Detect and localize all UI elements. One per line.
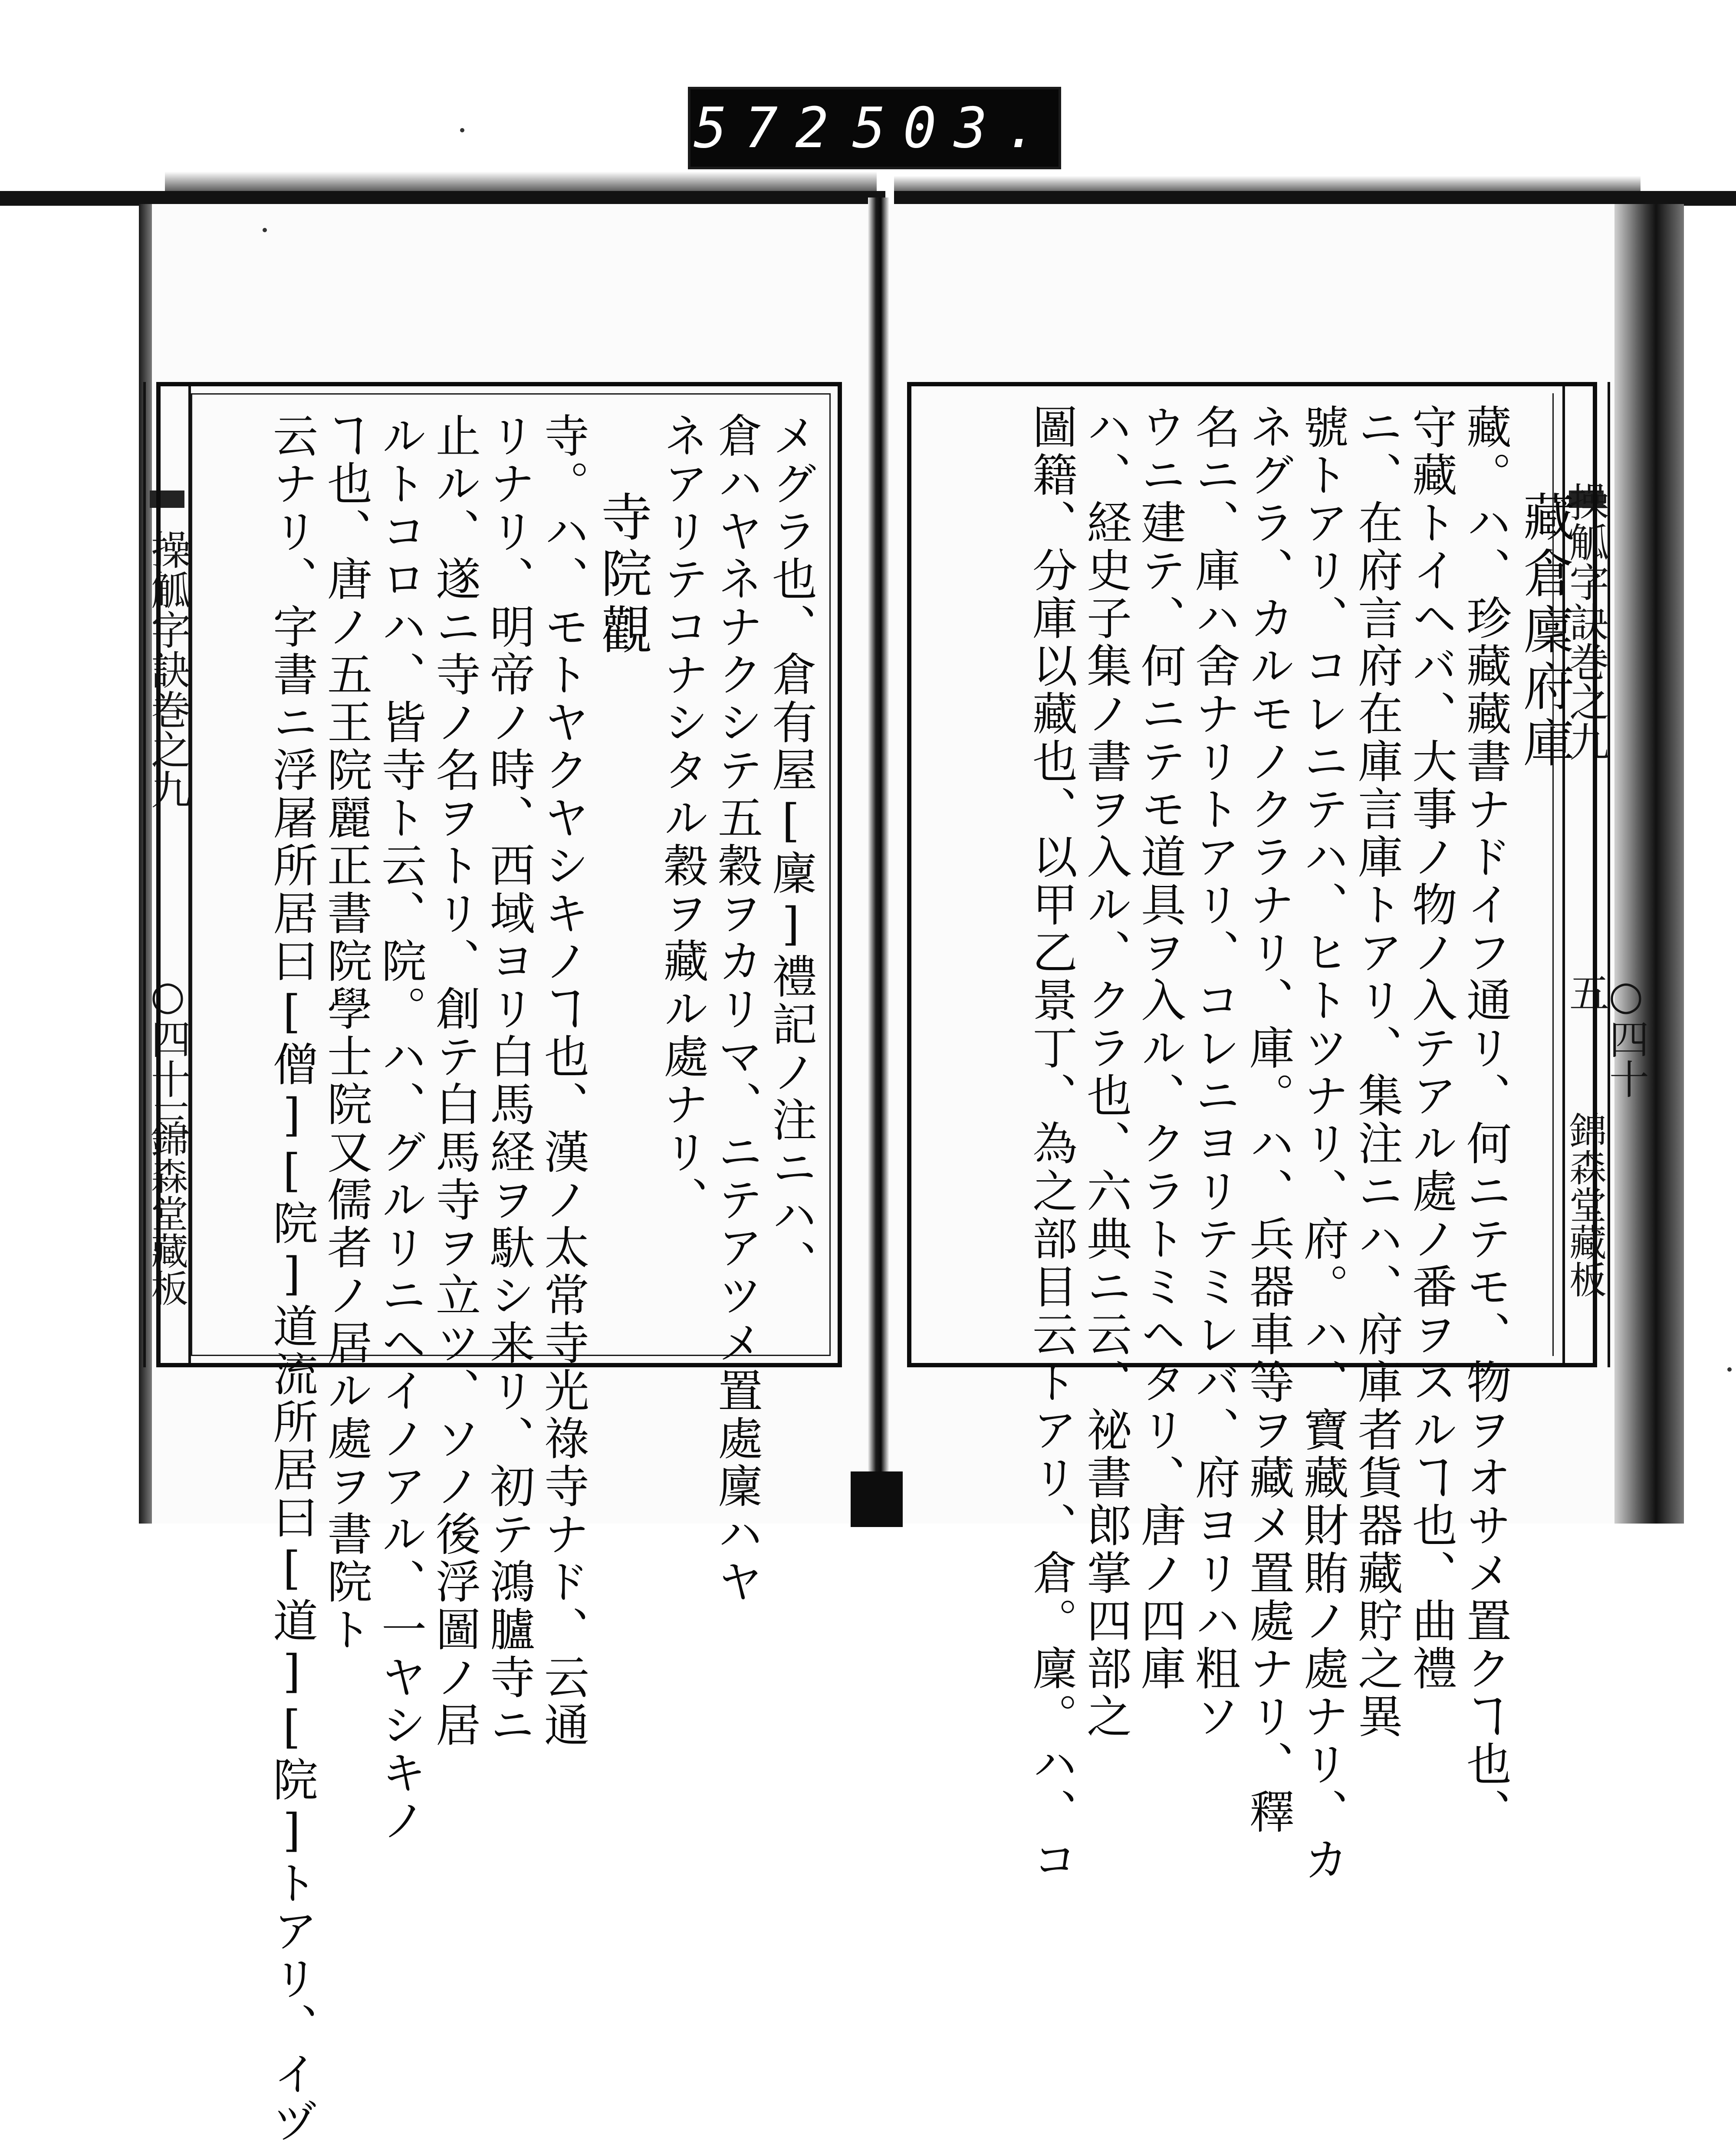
- right-text-column: ハ、経史子集ノ書ヲ入ル、クラ也、六典ニ云、祕書郎掌四部之: [1079, 404, 1132, 1741]
- left-text-column: 止ル、遂ニ寺ノ名ヲトリ、創テ白馬寺ヲ立ツ、ソノ後浮圖ノ居: [428, 412, 481, 1749]
- scan-speck: [263, 228, 267, 232]
- right-page-edge: [1614, 204, 1684, 1524]
- left-text-column: 云ナリ、字書ニ浮屠所居曰[僧][院]道流所居曰[道][院]トアリ、イヅ: [265, 412, 318, 2146]
- spine-block: [851, 1471, 903, 1527]
- right-section-heading: 藏倉廩府庫: [1515, 490, 1575, 773]
- film-frame-number-left: 572: [694, 95, 846, 161]
- right-text-column: 藏。ハ、珍藏藏書ナドイフ通リ、何ニテモ、物ヲオサメ置クヿ也、: [1459, 404, 1512, 1836]
- left-text-frame: [156, 382, 842, 2146]
- left-text-column: メグラ也、倉有屋[廩]禮記ノ注ニハ、: [764, 412, 817, 1287]
- right-text-column: ニ、在府言府在庫言庫トアリ、集注ニハ、府庫者貨器藏貯之異: [1350, 404, 1403, 1741]
- book-spine: [868, 197, 889, 1527]
- scan-speck: [1727, 1367, 1732, 1372]
- right-text-column: 圖籍、分庫以藏也、以甲乙景丁、為之部目云トアリ、倉。廩。ハ、コ: [1025, 404, 1078, 1884]
- scan-speck: [460, 128, 464, 132]
- right-text-frame: [907, 382, 1597, 1884]
- film-edge-right: [894, 191, 1736, 206]
- left-text-column: 倉ハヤネナクシテ五穀ヲカリマ、ニテアツメ置處廩ハヤ: [710, 412, 763, 1606]
- right-book-title: 操觚字訣巻之九: [1563, 482, 1609, 761]
- right-frame-inner-rule: [1552, 393, 1562, 1356]
- right-text-column: 守藏トイヘバ、大事ノ物ノ入テアル處ノ番ヲスルヿ也、曲禮: [1404, 404, 1457, 1693]
- left-text-column: ヿ也、唐ノ五王院麗正書院學士院又儒者ノ居ル處ヲ書院ト: [319, 412, 372, 1654]
- right-text-column: ネグラ、カルモノクラナリ、庫。ハ、兵器車等ヲ藏メ置處ナリ、釋: [1242, 404, 1295, 1836]
- left-publisher: 錦森堂藏板: [145, 1120, 188, 1307]
- film-frame-number-right: 503.: [852, 95, 1055, 161]
- left-page-number: ○四十三: [145, 972, 191, 1139]
- right-text-column: 名ニ、庫ハ舍ナリトアリ、コレニヨリテミレバ、府ヨリハ粗ソ: [1187, 404, 1240, 1741]
- film-frame-label: [688, 87, 1061, 169]
- right-page-number: ○四十五: [1563, 972, 1649, 1099]
- left-text-column: リナリ、明帝ノ時、西域ヨリ白馬経ヲ馱シ来リ、初テ鴻臚寺ニ: [482, 412, 535, 1749]
- left-text-column: ネアリテコナシタル穀ヲ藏ル處ナリ、: [656, 412, 709, 1224]
- film-edge-left: [0, 191, 885, 206]
- right-text-column: ウニ建テ、何ニテモ道具ヲ入ル、クラトミヘタリ、唐ノ四庫: [1133, 404, 1186, 1693]
- left-text-column: ルトコロハ、皆寺ト云、院。ハ、グルリニヘイノアル、一ヤシキノ: [374, 412, 427, 1845]
- left-text-column: 寺。ハ、モトヤクヤシキノヿ也、漢ノ太常寺光祿寺ナド、云通: [536, 412, 589, 1749]
- right-publisher: 錦森堂藏板: [1563, 1111, 1606, 1298]
- right-text-column: 號トアリ、コレニテハ、ヒトツナリ、府。ハ、寶藏財賄ノ處ナリ、カ: [1296, 404, 1349, 1884]
- left-section-heading: 寺院觀: [592, 490, 652, 660]
- left-book-title: 操觚字訣巻之九: [145, 530, 191, 809]
